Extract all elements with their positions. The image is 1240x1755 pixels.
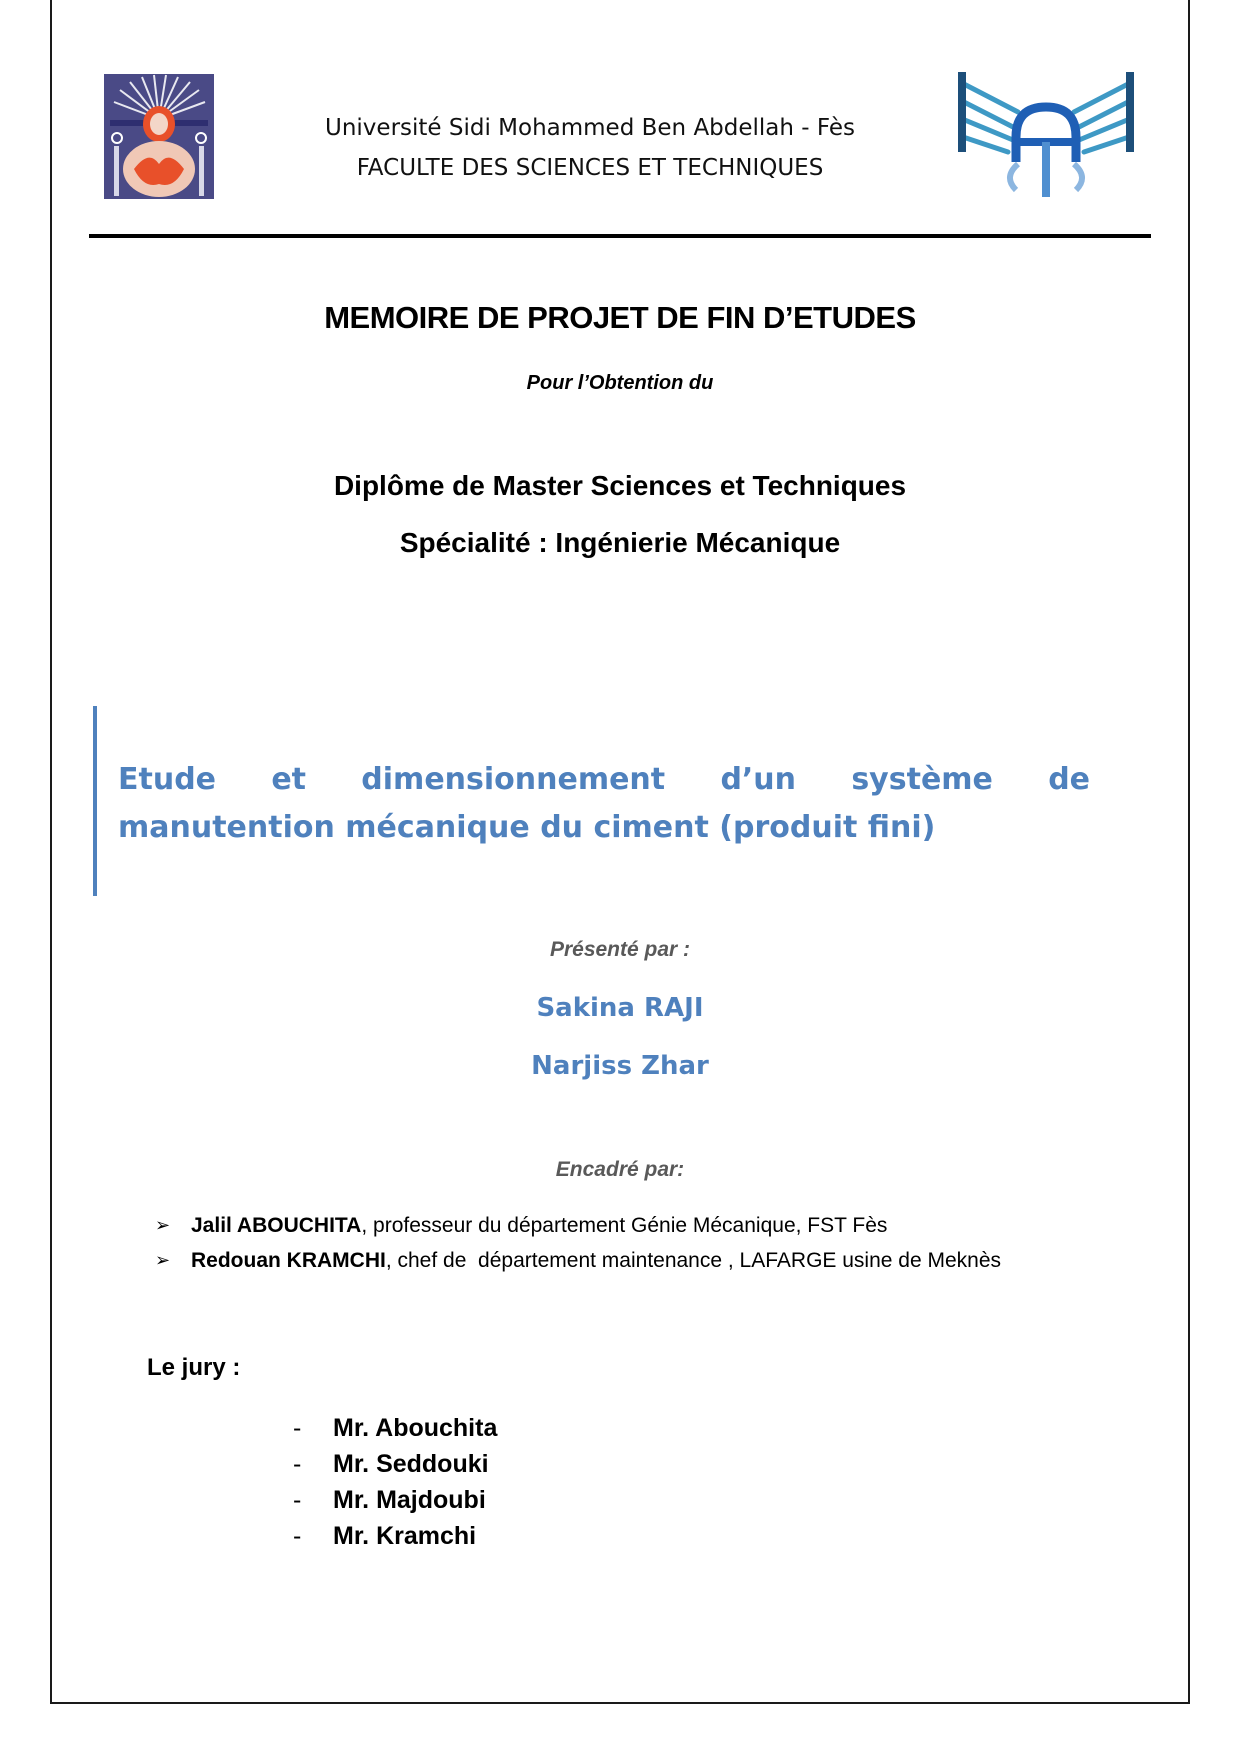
jury-list [293, 1410, 497, 1554]
specialty-heading: Spécialité : Ingénierie Mécanique [399, 527, 841, 558]
document-type-heading: MEMOIRE DE PROJET DE FIN D’ETUDES [324, 300, 916, 335]
supervisor-role: , chef de département maintenance , LAFARGE usine de Meknès [385, 1249, 1002, 1272]
arrow-bullet-icon: ➢ [155, 1215, 171, 1235]
presented-by-label: Présenté par : [549, 938, 691, 961]
obtention-label: Pour l’Obtention du [526, 372, 714, 394]
page-border [50, 0, 1190, 1704]
jury-member: - Mr. Abouchita [293, 1410, 497, 1446]
faculty-name: FACULTE DES SCIENCES ET TECHNIQUES [356, 155, 824, 181]
jury-member: - Mr. Seddouki [293, 1446, 497, 1482]
university-name: Université Sidi Mohammed Ben Abdellah - Fès [325, 115, 855, 141]
student-name: Narjiss Zhar [531, 1051, 709, 1081]
supervisor-name: Jalil ABOUCHITA [191, 1214, 362, 1237]
thesis-title-line-2: manutention mécanique du ciment (produit fini) [118, 810, 936, 845]
supervisor-item [155, 1208, 1155, 1243]
title-accent-bar [93, 706, 97, 896]
university-logo-icon [104, 74, 214, 199]
supervisor-role: , professeur du département Génie Mécanique, FST Fès [361, 1214, 888, 1237]
dash-bullet-icon: - [293, 1522, 302, 1550]
supervisor-name: Redouan KRAMCHI [191, 1249, 386, 1272]
faculty-logo-icon [958, 72, 1134, 202]
jury-member: - Mr. Majdoubi [293, 1482, 497, 1518]
thesis-title-line-1: Etude et dimensionnement d’un système de [118, 762, 1091, 797]
dash-bullet-icon: - [293, 1450, 302, 1478]
institution-header [290, 108, 890, 188]
student-name: Sakina RAJI [536, 993, 704, 1023]
jury-member: - Mr. Kramchi [293, 1518, 497, 1554]
arrow-bullet-icon: ➢ [155, 1250, 171, 1270]
jury-label: Le jury : [147, 1354, 241, 1381]
thesis-title [118, 756, 1090, 852]
dash-bullet-icon: - [293, 1486, 302, 1514]
diploma-heading: Diplôme de Master Sciences et Techniques [333, 470, 907, 501]
dash-bullet-icon: - [293, 1414, 302, 1442]
header-divider [89, 234, 1151, 238]
supervisor-list [155, 1208, 1155, 1278]
supervisor-item [155, 1243, 1155, 1278]
supervised-by-label: Encadré par: [555, 1158, 685, 1181]
